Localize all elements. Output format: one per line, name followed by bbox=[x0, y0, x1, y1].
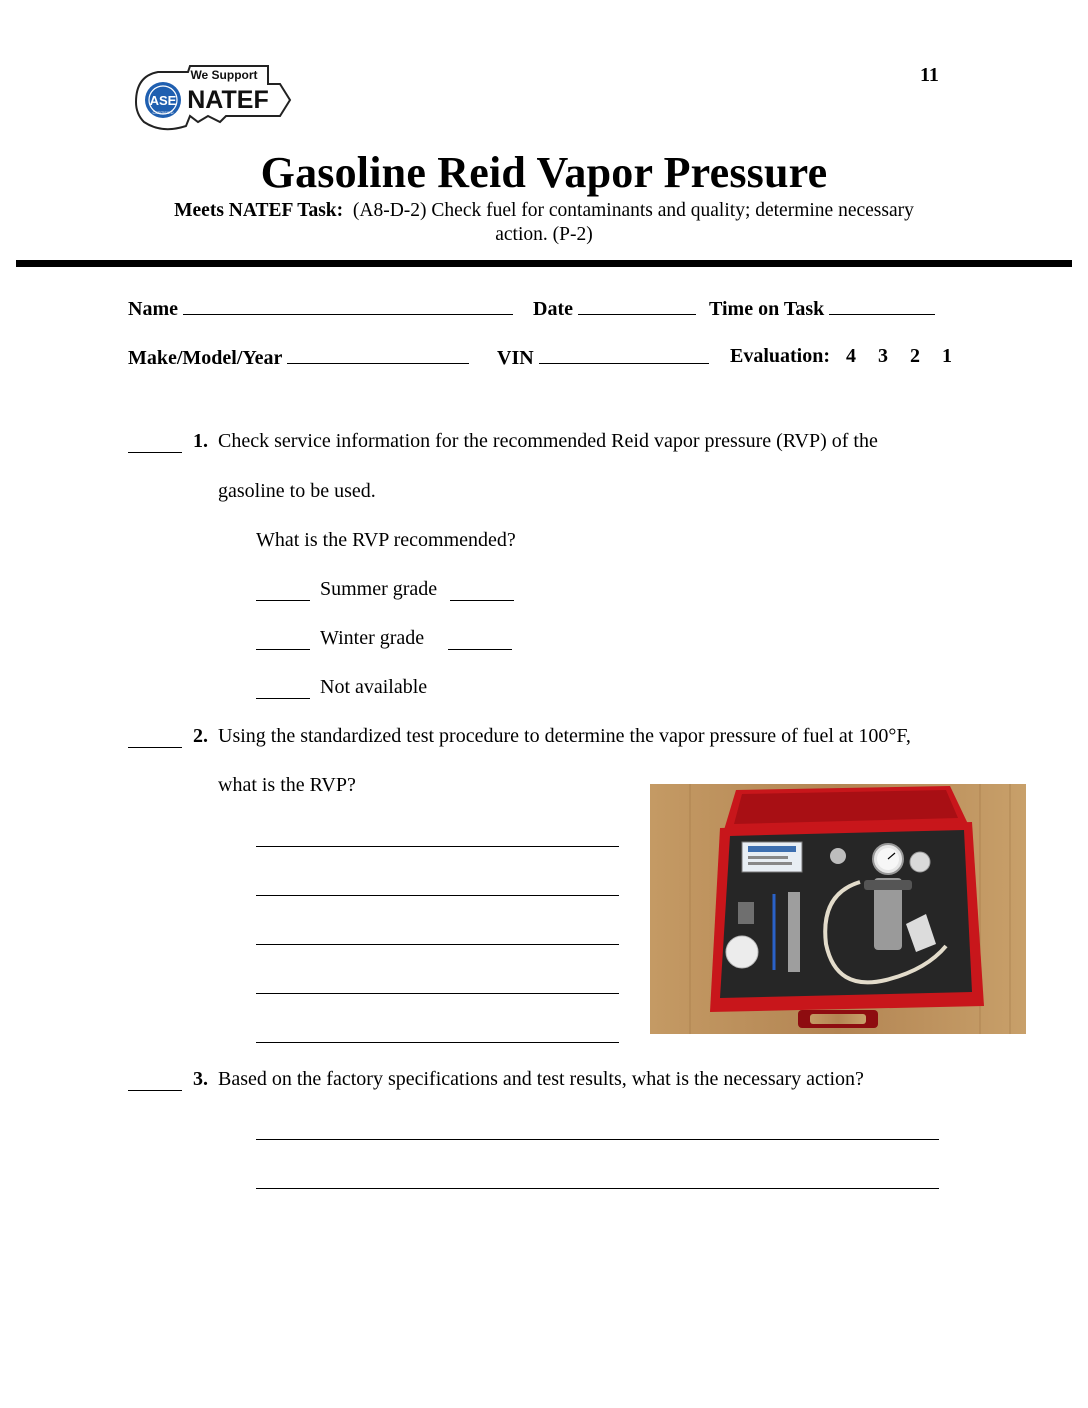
q1-option-summer-check[interactable] bbox=[256, 582, 310, 601]
name-field[interactable] bbox=[128, 296, 513, 321]
q1-sub-prompt: What is the RVP recommended? bbox=[256, 529, 516, 551]
evaluation-option-4[interactable]: 4 bbox=[846, 345, 857, 367]
task-text-line1: (A8-D-2) Check fuel for contaminants and quality; determine necessary bbox=[352, 200, 914, 221]
header-divider bbox=[16, 260, 1072, 267]
q2-number: 2. bbox=[193, 725, 208, 747]
make-model-year-field[interactable] bbox=[128, 345, 469, 370]
ase-badge-text: ASE bbox=[149, 93, 177, 108]
time-label: Time on Task bbox=[709, 298, 825, 320]
q2-text-line1: Using the standardized test procedure to determine the vapor pressure of fuel at 100°F, bbox=[218, 725, 911, 747]
q2-check-blank[interactable] bbox=[128, 729, 182, 748]
time-blank[interactable] bbox=[829, 296, 935, 315]
q1-option-na-check[interactable] bbox=[256, 680, 310, 699]
q1-option-not-available: Not available bbox=[320, 676, 428, 698]
vin-field[interactable] bbox=[497, 345, 709, 370]
task-text-line2: action. (P-2) bbox=[495, 224, 593, 245]
q3-answer-line[interactable] bbox=[256, 1188, 939, 1189]
q2-answer-line[interactable] bbox=[256, 944, 619, 945]
q3-answer-line[interactable] bbox=[256, 1139, 939, 1140]
q3-line1 bbox=[193, 1068, 864, 1091]
rvp-test-kit-photo bbox=[650, 784, 1026, 1034]
name-label: Name bbox=[128, 298, 178, 320]
q1-text-line1: Check service information for the recommended Reid vapor pressure (RVP) of the bbox=[218, 430, 878, 452]
q1-check-blank[interactable] bbox=[128, 434, 182, 453]
q3-check-blank[interactable] bbox=[128, 1072, 182, 1091]
name-blank[interactable] bbox=[183, 296, 513, 315]
q1-option-summer: Summer grade bbox=[320, 578, 438, 600]
time-on-task-field[interactable] bbox=[709, 296, 935, 321]
task-label: Meets NATEF Task: bbox=[174, 200, 344, 221]
date-label: Date bbox=[533, 298, 573, 320]
page-number: 11 bbox=[920, 64, 939, 86]
evaluation-field bbox=[730, 345, 963, 368]
q2-answer-line[interactable] bbox=[256, 895, 619, 896]
q1-option-winter: Winter grade bbox=[320, 627, 425, 649]
logo-main-text: NATEF bbox=[187, 86, 269, 114]
q2-answer-line[interactable] bbox=[256, 846, 619, 847]
evaluation-option-3[interactable]: 3 bbox=[878, 345, 889, 367]
task-description bbox=[120, 199, 968, 247]
q1-line1 bbox=[193, 430, 878, 453]
evaluation-label: Evaluation: bbox=[730, 345, 831, 367]
q1-winter-value-blank[interactable] bbox=[448, 631, 512, 650]
date-field[interactable] bbox=[533, 296, 696, 321]
q2-answer-line[interactable] bbox=[256, 993, 619, 994]
q2-text-line2: what is the RVP? bbox=[218, 774, 356, 796]
page-title: Gasoline Reid Vapor Pressure bbox=[260, 148, 828, 197]
logo-top-text: We Support bbox=[190, 68, 258, 82]
q1-text-line2: gasoline to be used. bbox=[218, 480, 376, 502]
make-blank[interactable] bbox=[287, 345, 469, 364]
vin-blank[interactable] bbox=[539, 345, 709, 364]
q2-line1 bbox=[193, 725, 911, 748]
q3-number: 3. bbox=[193, 1068, 208, 1090]
natef-logo bbox=[128, 62, 296, 142]
q3-text-line1: Based on the factory specifications and test results, what is the necessary action? bbox=[218, 1068, 864, 1090]
evaluation-option-1[interactable]: 1 bbox=[942, 345, 953, 367]
vin-label: VIN bbox=[497, 347, 534, 369]
date-blank[interactable] bbox=[578, 296, 696, 315]
q1-option-winter-check[interactable] bbox=[256, 631, 310, 650]
evaluation-option-2[interactable]: 2 bbox=[910, 345, 921, 367]
q1-number: 1. bbox=[193, 430, 208, 452]
q2-answer-line[interactable] bbox=[256, 1042, 619, 1043]
q1-summer-value-blank[interactable] bbox=[450, 582, 514, 601]
ase-badge-subtext: CERTIFIED bbox=[152, 110, 174, 115]
make-label: Make/Model/Year bbox=[128, 347, 283, 369]
